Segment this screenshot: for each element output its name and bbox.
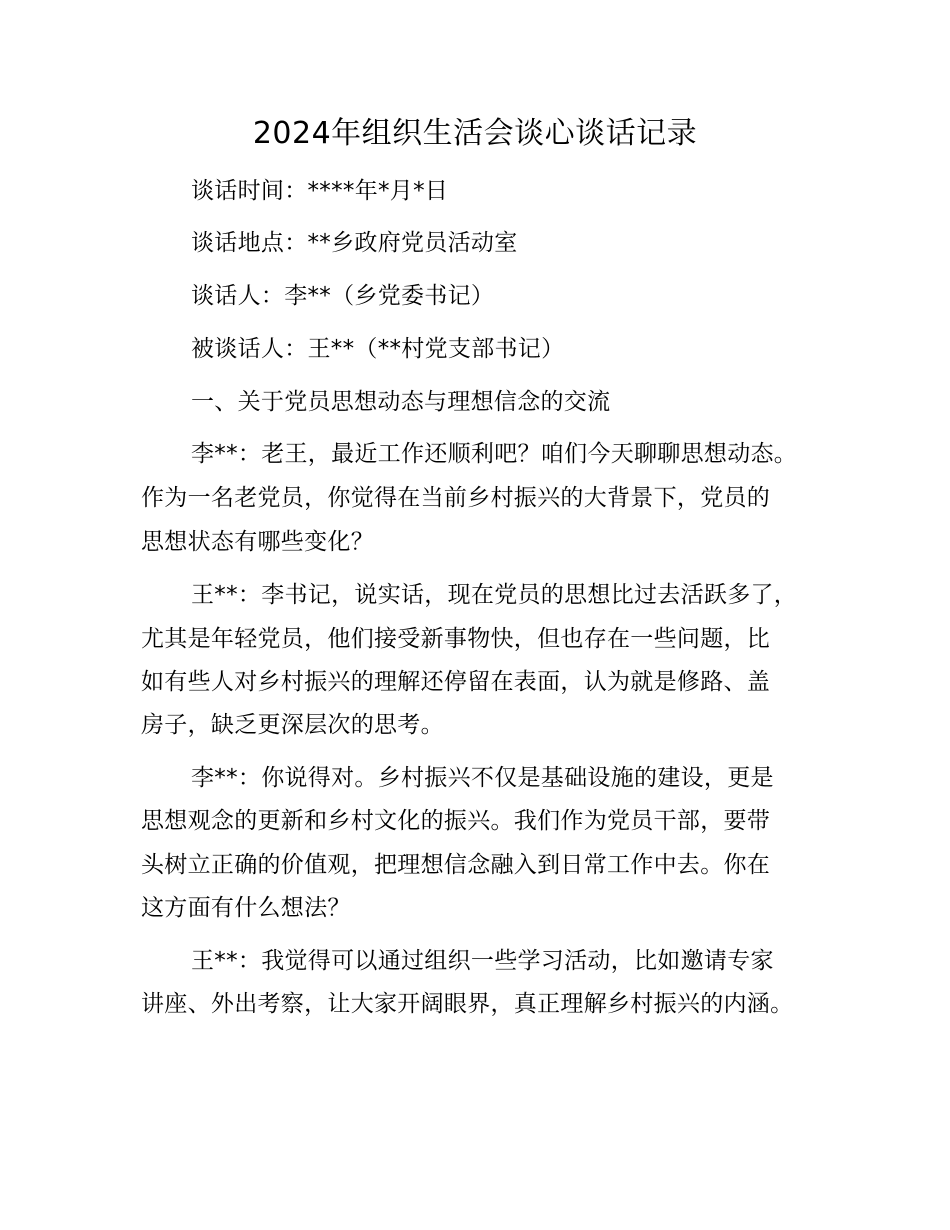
- paragraph-line: 作为一名老党员，你觉得在当前乡村振兴的大背景下，党员的: [141, 485, 771, 511]
- paragraph-line: 思想观念的更新和乡村文化的振兴。我们作为党员干部，要带: [141, 808, 771, 834]
- paragraph-line: 尤其是年轻党员，他们接受新事物快，但也存在一些问题，比: [141, 626, 771, 652]
- paragraph-line: 如有些人对乡村振兴的理解还停留在表面，认为就是修路、盖: [141, 669, 771, 695]
- paragraph-line: 头树立正确的价值观，把理想信念融入到日常工作中去。你在: [141, 852, 771, 878]
- meta-place: 谈话地点：**乡政府党员活动室: [191, 230, 518, 256]
- paragraph-line: 思想状态有哪些变化？: [141, 529, 374, 555]
- paragraph-line: 王**：李书记，说实话，现在党员的思想比过去活跃多了，: [191, 582, 798, 608]
- document-title: 2024年组织生活会谈心谈话记录: [252, 116, 698, 151]
- meta-time: 谈话时间：****年*月*日: [191, 178, 449, 204]
- meta-interviewee: 被谈话人：王**（**村党支部书记）: [191, 336, 565, 362]
- paragraph-line: 房子，缺乏更深层次的思考。: [141, 712, 444, 738]
- section-heading: 一、关于党员思想动态与理想信念的交流: [191, 389, 611, 415]
- paragraph-line: 讲座、外出考察，让大家开阔眼界，真正理解乡村振兴的内涵。: [141, 991, 794, 1017]
- paragraph-line: 李**：老王，最近工作还顺利吧？咱们今天聊聊思想动态。: [191, 441, 798, 467]
- paragraph-line: 李**：你说得对。乡村振兴不仅是基础设施的建设，更是: [191, 765, 774, 791]
- paragraph-line: 王**：我觉得可以通过组织一些学习活动，比如邀请专家: [191, 948, 774, 974]
- paragraph-line: 这方面有什么想法？: [141, 895, 351, 921]
- meta-interviewer: 谈话人：李**（乡党委书记）: [191, 283, 495, 309]
